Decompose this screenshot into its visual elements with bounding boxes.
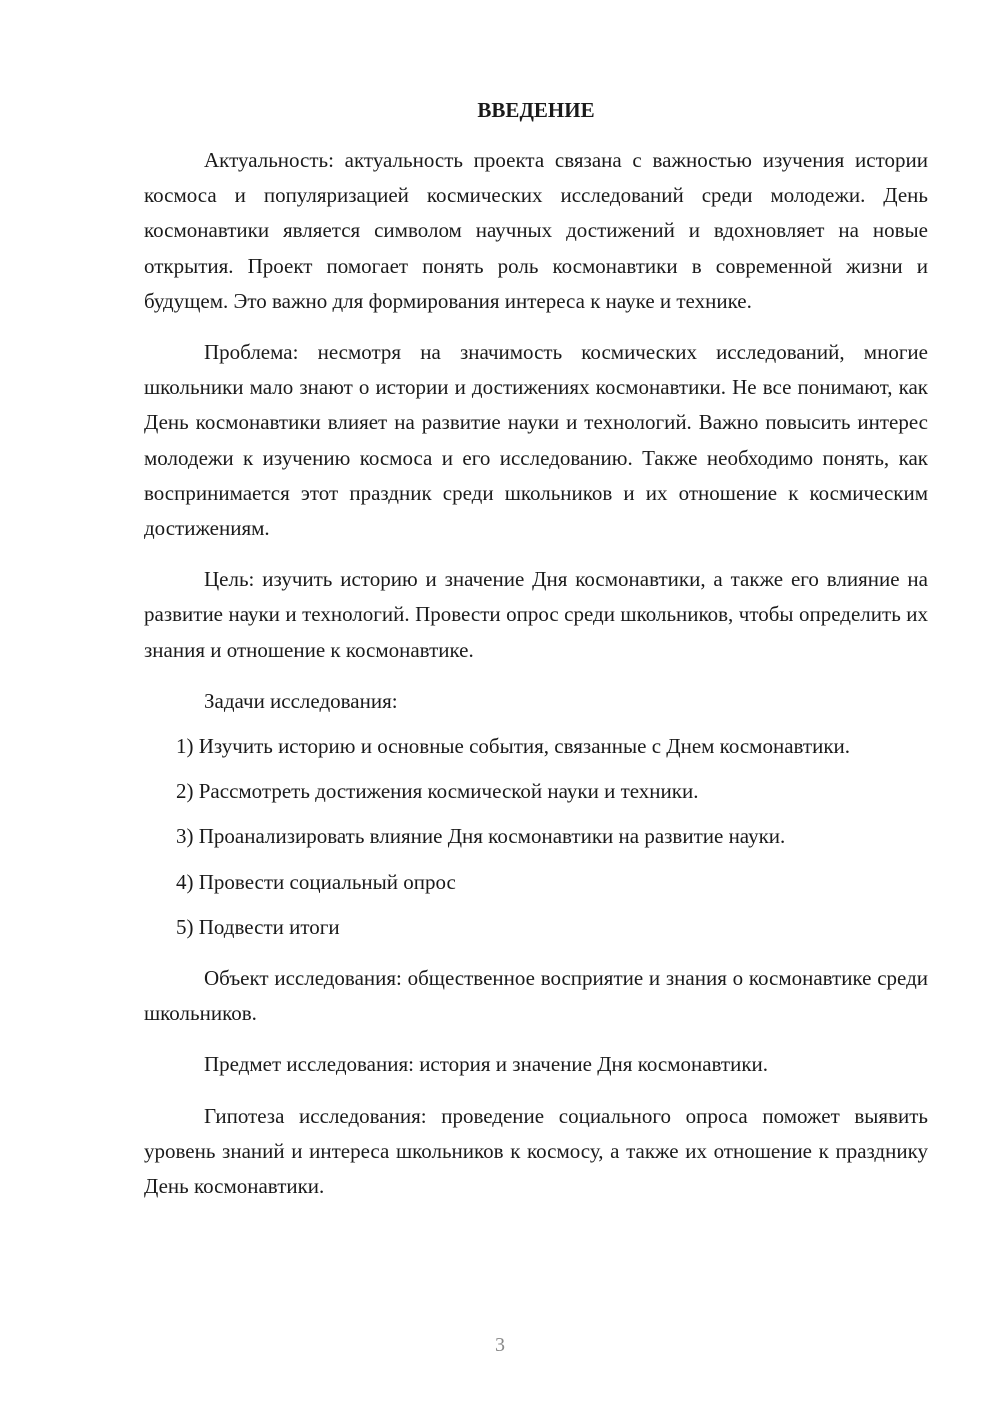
document-page <box>144 94 928 1204</box>
paragraph-object: Объект исследования: общественное восприятие и знания о космонавтике среди школьников. <box>144 966 928 1026</box>
page-number: 3 <box>495 1334 505 1356</box>
paragraph-relevance: Актуальность: актуальность проекта связана с важностью изучения истории космоса и популяризацией космических исследований среди молодежи. День космонавтики является символом научных достижений и вдохновляет на новые открытия. Проект помогает понять роль космонавтики в современной жизни и будущем. Это важно для формирования интереса к науке и технике. <box>144 148 928 313</box>
paragraph-hypothesis: Гипотеза исследования: проведение социального опроса поможет выявить уровень знаний и интереса школьников к космосу, а также их отношение к празднику День космонавтики. <box>144 1103 928 1199</box>
task-item: 3) Проанализировать влияние Дня космонавтики на развитие науки. <box>176 824 786 849</box>
task-item: 5) Подвести итоги <box>176 914 340 939</box>
paragraph-goal: Цель: изучить историю и значение Дня космонавтики, а также его влияние на развитие науки и технологий. Провести опрос среди школьников, чтобы определить их знания и отношение к космонавтике. <box>144 567 928 662</box>
paragraph-problem: Проблема: несмотря на значимость космических исследований, многие школьники мало знают о истории и достижениях космонавтики. Не все понимают, как День космонавтики влияет на развитие науки и технологий. Важно повысить интерес молодежи к изучению космоса и его исследованию. Также необходимо понять, как воспринимается этот праздник среди школьников и их отношение к космическим достижениям. <box>144 340 928 541</box>
task-item: 1) Изучить историю и основные события, связанные с Днем космонавтики. <box>176 734 851 759</box>
task-item: 2) Рассмотреть достижения космической науки и техники. <box>176 779 699 804</box>
section-title: ВВЕДЕНИЕ <box>477 98 595 122</box>
paragraph-subject: Предмет исследования: история и значение Дня космонавтики. <box>204 1052 769 1077</box>
tasks-list <box>144 729 928 945</box>
tasks-heading: Задачи исследования: <box>204 688 398 713</box>
task-item: 4) Провести социальный опрос <box>176 869 456 894</box>
